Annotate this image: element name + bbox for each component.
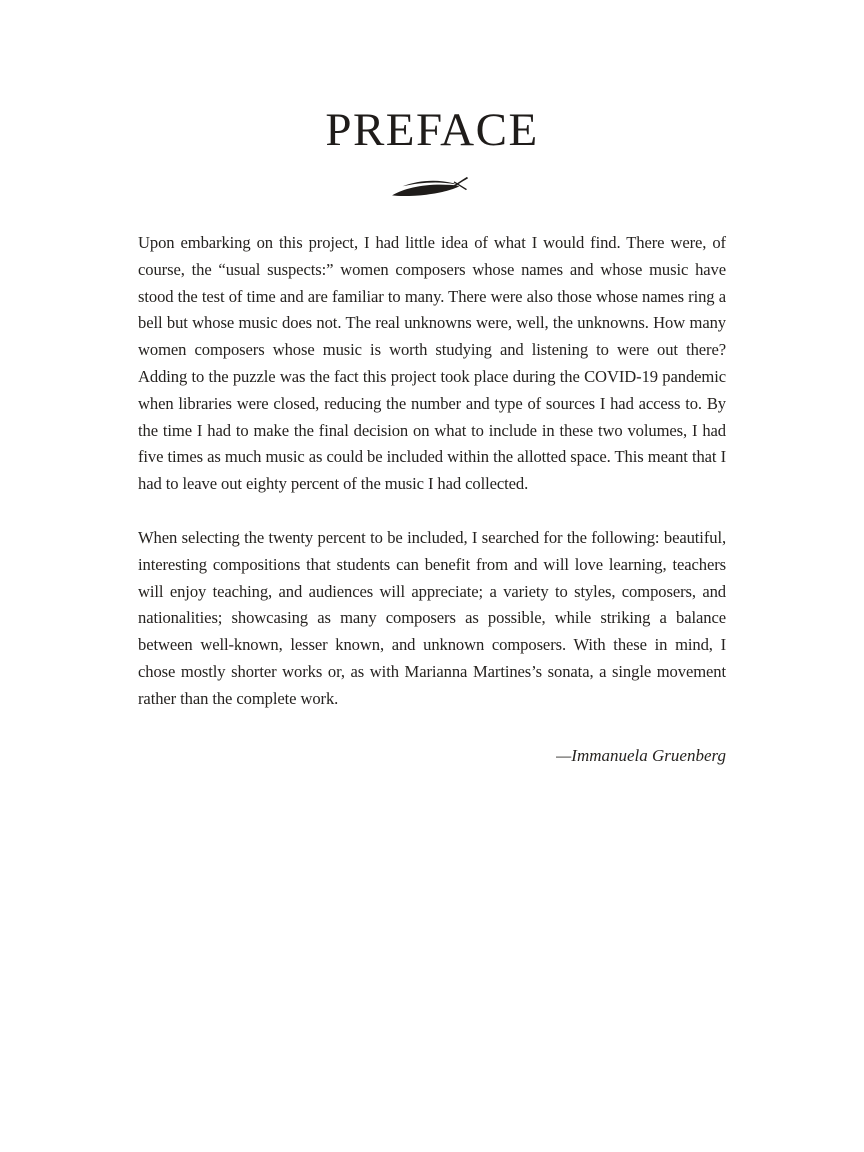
author-signature: —Immanuela Gruenberg	[556, 745, 726, 765]
preface-paragraph-2: When selecting the twenty percent to be included, I searched for the following: beautiful, interesting compositions that students can benefit from and will love learning, teachers will enjoy teaching, and audiences will appreciate; a variety to styles, composers, and nationalities; showcasing as many composers as possible, while striking a balance between well-known, lesser known, and unknown composers. With these in mind, I chose mostly shorter works or, as with Marianna Martines’s sonata, a single movement rather than the complete work.	[138, 527, 726, 708]
ornament-container	[0, 174, 864, 200]
swash-ornament-icon	[390, 174, 474, 200]
preface-body	[138, 230, 726, 713]
page-title: PREFACE	[325, 104, 539, 156]
preface-paragraph-1: Upon embarking on this project, I had little idea of what I would find. There were, of course, the “usual suspects:” women composers whose names and whose music have stood the test of time and are familiar to many. There were also those whose names ring a bell but whose music does not. The real unknowns were, well, the unknowns. How many women composers whose music is worth studying and listening to were out there? Adding to the puzzle was the fact this project took place during the COVID-19 pandemic when libraries were closed, reducing the number and type of sources I had access to. By the time I had to make the final decision on what to include in these two volumes, I had five times as much music as could be included within the allotted space. This meant that I had to leave out eighty percent of the music I had collected.	[138, 233, 726, 494]
